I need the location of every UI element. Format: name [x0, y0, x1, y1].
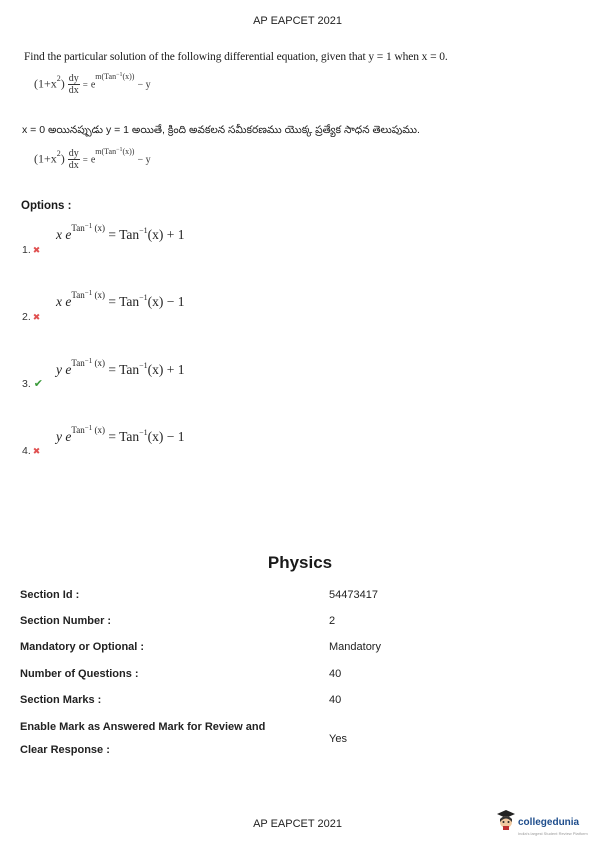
graduate-icon	[496, 809, 516, 831]
option-4-expression: y $e^{Tan^{-1} (x)} = Tan^{-1}(x) - 1$	[56, 424, 185, 444]
option-1-number: 1. ✖	[22, 244, 41, 256]
wrong-mark-icon: ✖	[32, 446, 41, 456]
wrong-mark-icon: ✖	[32, 312, 41, 322]
enable-mark-label-line2: Clear Response :	[20, 744, 110, 756]
logo-name: collegedunia	[518, 817, 580, 828]
number-of-questions-value: 40	[329, 668, 342, 680]
page-footer: AP EAPCET 2021	[253, 818, 342, 830]
enable-mark-label-line1: Enable Mark as Answered Mark for Review and	[20, 721, 266, 733]
question-text-telugu: x = 0 అయినప్పుడు y = 1 అయితే, క్రింది అవకలన సమీకరణము యొక్క ప్రత్యేక సాధన తెలుపుము.	[22, 124, 420, 136]
section-title: Physics	[267, 553, 333, 572]
option-1-expression: x $e^{Tan^{-1} (x)} = Tan^{-1}(x) + 1$	[56, 222, 185, 242]
question-equation-telugu: $(1+x^2)$ $\frac{dy}{dx}$ = $e^{m(Tan^{-1}(x))} - y$	[34, 147, 151, 171]
correct-check-icon: ✔	[33, 378, 43, 390]
option-3-expression: y $e^{Tan^{-1} (x)} = Tan^{-1}(x) + 1$	[56, 357, 185, 377]
section-number-value: 2	[329, 615, 336, 627]
section-marks-value: 40	[329, 694, 342, 706]
mandatory-optional-label: Mandatory or Optional :	[20, 641, 145, 653]
question-equation-english: $(1+x^2)$ $\frac{dy}{dx}$ = $e^{m(Tan^{-1}(x))} - y$	[34, 72, 151, 96]
question-text-english: Find the particular solution of the following differential equation, given that y = 1 when x = 0.	[24, 51, 448, 63]
collegedunia-logo	[496, 808, 588, 834]
section-id-value: 54473417	[329, 589, 378, 601]
wrong-mark-icon: ✖	[32, 245, 41, 255]
logo-tagline: India's largest Student Review Platform	[518, 831, 588, 836]
option-4-number: 4. ✖	[22, 445, 41, 457]
option-3-number: 3. ✔	[22, 378, 43, 390]
section-id-label: Section Id :	[20, 589, 80, 601]
options-label: Options :	[21, 200, 72, 212]
section-marks-label: Section Marks :	[20, 694, 102, 706]
mandatory-optional-value: Mandatory	[329, 641, 381, 653]
number-of-questions-label: Number of Questions :	[20, 668, 139, 680]
page-header: AP EAPCET 2021	[253, 15, 342, 27]
option-2-number: 2. ✖	[22, 311, 41, 323]
option-2-expression: x $e^{Tan^{-1} (x)} = Tan^{-1}(x) - 1$	[56, 289, 185, 309]
enable-mark-value: Yes	[329, 733, 347, 745]
section-number-label: Section Number :	[20, 615, 112, 627]
